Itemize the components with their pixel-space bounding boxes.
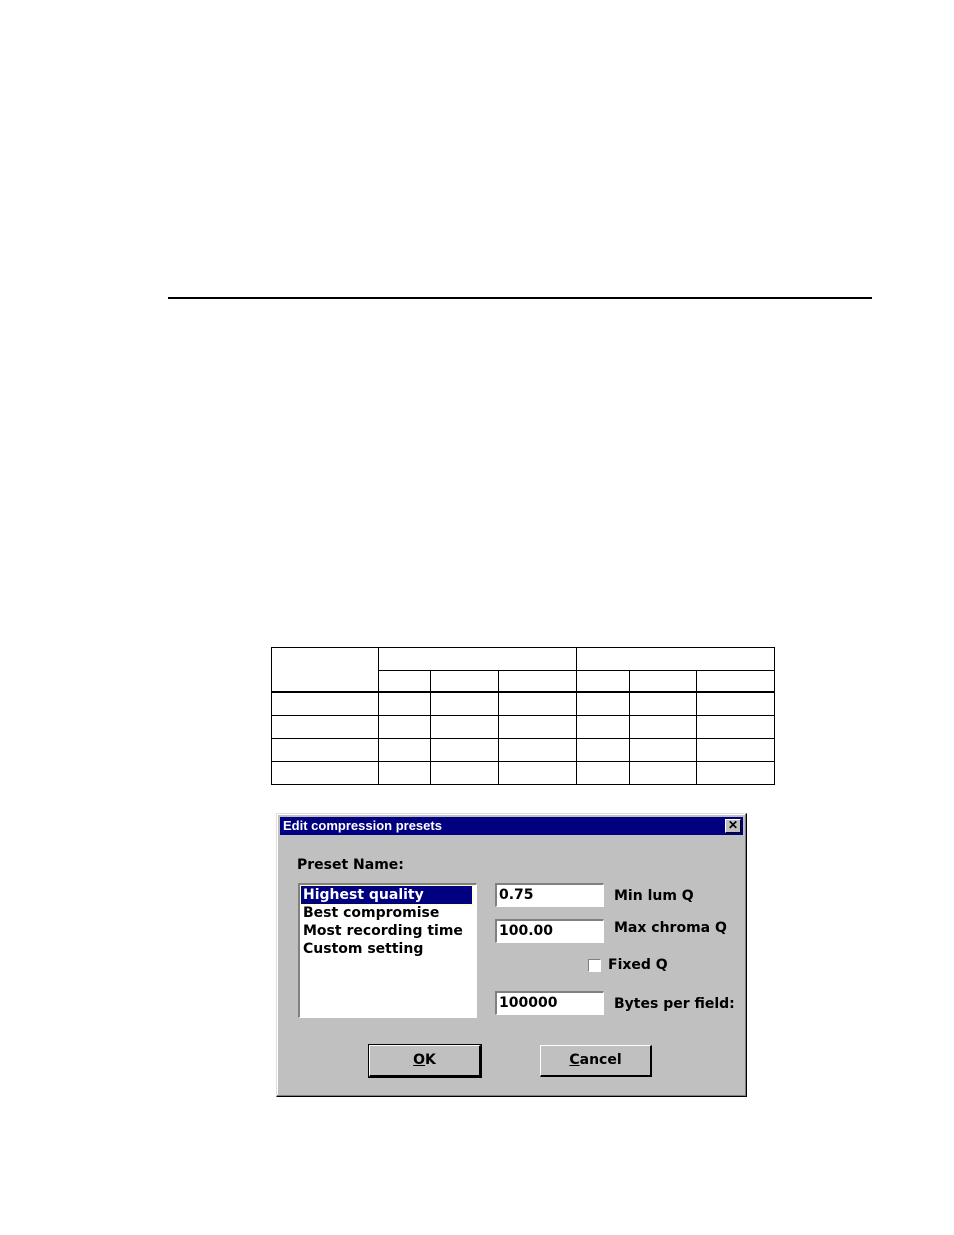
table-cell (630, 692, 697, 716)
close-button[interactable] (725, 819, 741, 833)
table-cell (379, 692, 431, 716)
table-cell (431, 739, 499, 762)
table-cell (499, 716, 577, 739)
blank-table (271, 647, 775, 785)
bytes-per-field-label: Bytes per field: (614, 996, 735, 1012)
table-cell (379, 762, 431, 785)
table-cell (697, 671, 775, 693)
table-cell (431, 692, 499, 716)
fixed-q-label: Fixed Q (608, 957, 668, 973)
table-row (272, 692, 775, 716)
horizontal-rule (168, 297, 872, 299)
table-cell (499, 762, 577, 785)
cancel-mnemonic: C (569, 1052, 580, 1068)
table-cell (630, 739, 697, 762)
table-cell (379, 648, 577, 671)
max-chroma-q-label: Max chroma Q (614, 920, 727, 936)
table-row (272, 739, 775, 762)
table-cell (379, 739, 431, 762)
table-cell (431, 716, 499, 739)
table-cell (499, 692, 577, 716)
preset-item-custom-setting[interactable]: Custom setting (303, 941, 424, 957)
table-cell (630, 762, 697, 785)
table-cell (272, 739, 379, 762)
table-cell (577, 671, 630, 693)
min-lum-q-input[interactable]: 0.75 (495, 883, 604, 907)
table-cell (577, 716, 630, 739)
ok-button[interactable] (369, 1045, 481, 1077)
close-icon: ✕ (727, 818, 739, 832)
table-cell (499, 671, 577, 693)
table-row (272, 762, 775, 785)
dialog-title: Edit compression presets (283, 818, 442, 833)
min-lum-q-label: Min lum Q (614, 888, 694, 904)
table-row (272, 716, 775, 739)
table-cell (697, 716, 775, 739)
table-cell (272, 716, 379, 739)
max-chroma-q-input[interactable]: 100.00 (495, 919, 604, 943)
table-cell (272, 648, 379, 693)
table-cell (272, 692, 379, 716)
preset-item-most-recording-time[interactable]: Most recording time (303, 923, 463, 939)
table-cell (630, 671, 697, 693)
preset-item-best-compromise[interactable]: Best compromise (303, 905, 440, 921)
table-cell (431, 671, 499, 693)
preset-item-highest-quality[interactable]: Highest quality (301, 886, 472, 904)
table-cell (379, 671, 431, 693)
table-cell (577, 762, 630, 785)
table-cell (697, 739, 775, 762)
cancel-button[interactable] (540, 1045, 652, 1077)
table-cell (431, 762, 499, 785)
dialog-titlebar[interactable] (280, 817, 743, 835)
table-cell (577, 648, 775, 671)
bytes-per-field-input[interactable]: 100000 (495, 991, 604, 1015)
table-cell (577, 692, 630, 716)
table-header-row (272, 648, 775, 671)
table-cell (697, 692, 775, 716)
preset-listbox[interactable] (298, 883, 477, 1018)
table-cell (272, 762, 379, 785)
edit-compression-presets-dialog (276, 813, 747, 1097)
ok-label-rest: K (425, 1052, 436, 1068)
fixed-q-checkbox[interactable] (588, 959, 601, 972)
ok-mnemonic: O (413, 1052, 426, 1068)
table-cell (577, 739, 630, 762)
cancel-label-rest: ancel (579, 1052, 622, 1068)
table-cell (630, 716, 697, 739)
table-cell (499, 739, 577, 762)
table-cell (379, 716, 431, 739)
table-cell (697, 762, 775, 785)
preset-name-label: Preset Name: (297, 857, 404, 873)
